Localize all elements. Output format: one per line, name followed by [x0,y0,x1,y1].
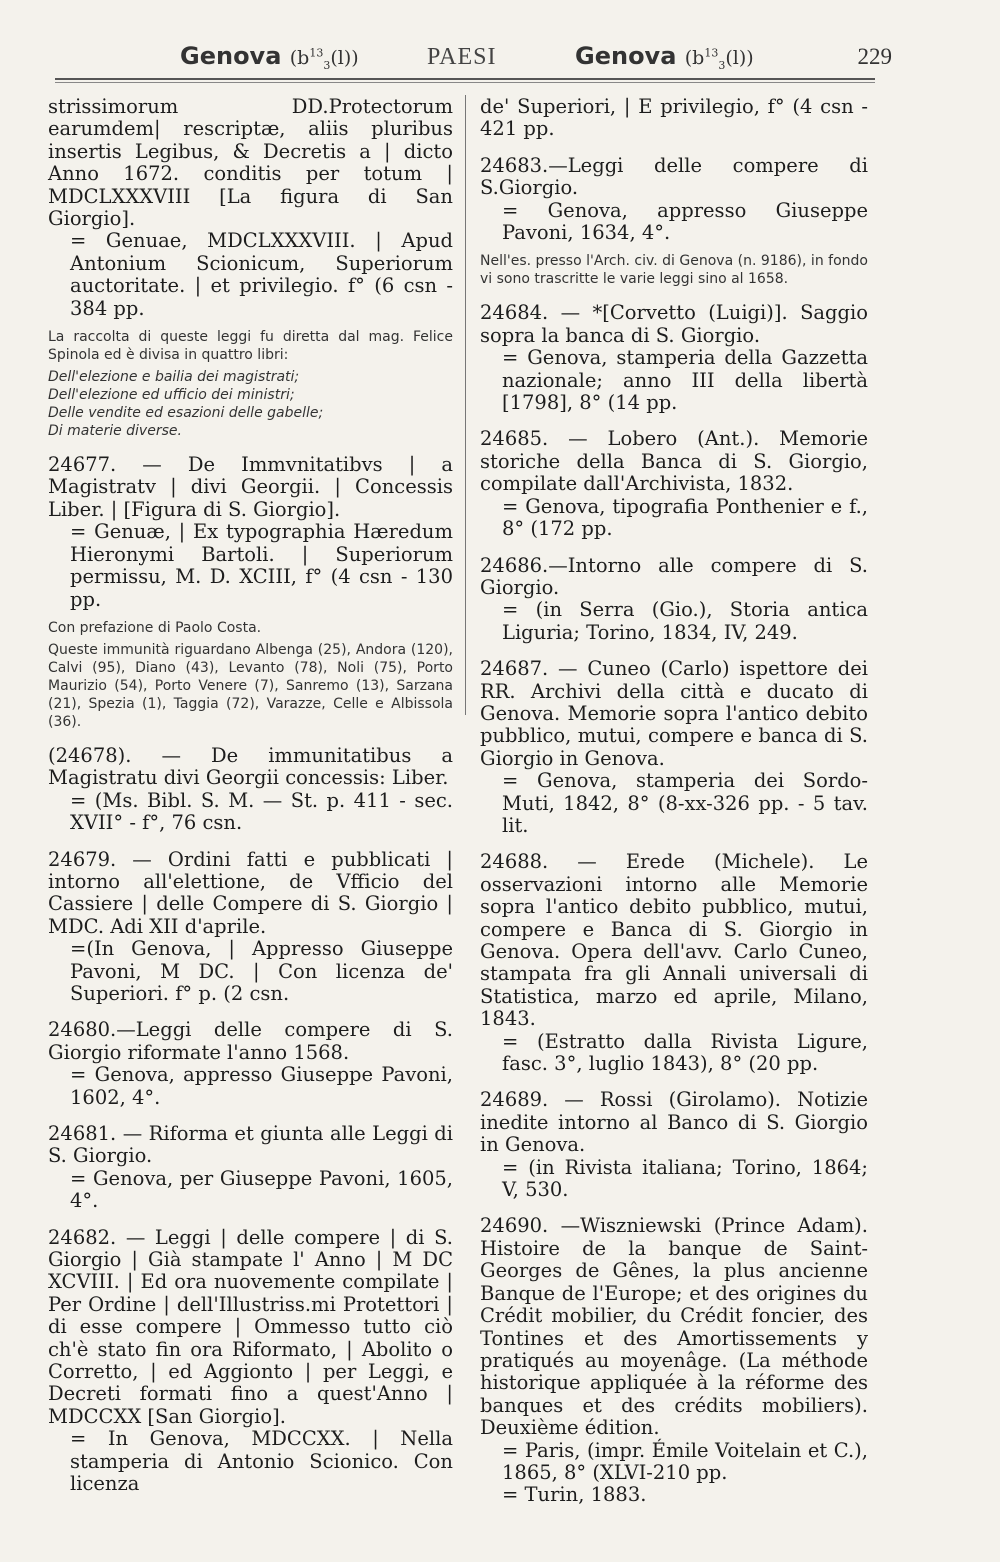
entry-24679: 24679. — Ordini fatti e pubblicati | intorno all'elettione, de Vfficio del Cassiere | delle Compere di S. Giorgio | MDC. Adi XII d'aprile. [48,847,453,938]
entry-24677: 24677. — De Immvnitatibvs | a Magistratv | divi Georgii. | Concessis Liber. | [Figura di S. Giorgio]. [48,453,453,521]
entry-24680: 24680.—Leggi delle compere di S. Giorgio riformate l'anno 1568. [48,1018,453,1064]
right-column [480,96,868,1507]
entry-24682: 24682. — Leggi | delle compere | di S. Giorgio | Già stampate l' Anno | M DC XCVIII. | Ed ora nuovemente compilate | Per Ordine | dell'Illustriss.mi Protettori | di esse compere | Ommesso tutto ciò ch'è stato fin ora Riformato, | Abolito o Corretto, | ed Aggionto | per Leggi, e Decreti formati fino a quest'Anno | MDCCXX [San Giorgio]. [48,1225,453,1428]
entry-24685: 24685. — Lobero (Ant.). Memorie storiche della Banca di S. Giorgio, compilate dall'Archivista, 1832. [480,427,868,496]
book-title: Di materie diverse. [48,423,182,440]
entry-24688: 24688. — Erede (Michele). Le osservazioni intorno alle Memorie sopra l'antico debito pubblico, mutui, compere e Banca di S. Giorgio in Genova. Opera dell'avv. Carlo Cuneo, stampata fra gli Annali universali di Statistica, marzo ed aprile, Milano, 1843. [480,850,868,1031]
imprint: = Paris, (impr. Émile Voitelain et C.), 1865, 8° (XLVI-210 pp. [502,1438,868,1484]
header-right: Genova $(b^{13}_3(l))$ [575,42,754,72]
book-title: Dell'elezione e bailia dei magistrati; [48,369,300,386]
page-number: 229 [857,44,892,69]
imprint: = In Genova, MDCCXX. | Nella stamperia di Antonio Scionico. Con licenza [70,1427,453,1496]
note: Queste immunità riguardano Albenga (25), Andora (120), Calvi (95), Diano (43), Levanto (78), Noli (75), Porto Maurizio (54), Porto Venere (7), Sanremo (13), Sarzana (21), Spezia (1), Taggia (72), Varazze, Celle e Albissola (36). [48,641,453,730]
imprint: = Turin, 1883. [502,1483,647,1507]
entry-24687: 24687. — Cuneo (Carlo) ispettore dei RR. Archivi della città e ducato di Genova. Memorie sopra l'antico debito pubblico, mutui, compere e banca di S. Giorgio in Genova. [480,657,868,770]
entry-24684: 24684. — *[Corvetto (Luigi)]. Saggio sopra la banca di S. Giorgio. [480,301,868,347]
header-rule [55,78,875,80]
imprint: = Genova, stamperia della Gazzetta nazionale; anno III della libertà [1798], 8° (14 pp. [502,346,868,415]
imprint: = Genuae, MDCLXXXVIII. | Apud Antonium Scionicum, Superiorum auctoritate. | et privilegio. f° (6 csn - 384 pp. [70,229,453,320]
note: Con prefazione di Paolo Costa. [48,619,262,636]
header-left: Genova $(b^{13}_3(l))$ [180,42,359,72]
note: La raccolta di queste leggi fu diretta dal mag. Felice Spinola ed è divisa in quattro libri: [48,329,453,364]
imprint: = (in Rivista italiana; Torino, 1864; V, 530. [502,1155,868,1202]
imprint: =(In Genova, | Appresso Giuseppe Pavoni, M DC. | Con licenza de' Superiori. f° p. (2 csn. [70,937,453,1005]
column-divider [465,95,466,715]
entry-24690: 24690. —Wiszniewski (Prince Adam). Histoire de la banque de Saint-Georges de Gênes, la plus ancienne Banque de l'Europe; et des origines du Crédit mobilier, du Crédit foncier, des Tontines et des Amortissements y pratiqués au moyenâge. (La méthode historique appliquée à la réforme des banques et des crédits mobiliers). Deuxième édition. [480,1214,868,1440]
book-title: Dell'elezione ed ufficio dei ministri; [48,387,295,404]
imprint: = Genova, stamperia dei Sordo-Muti, 1842, 8° (8-xx-326 pp. - 5 tav. lit. [502,769,868,837]
imprint: = (in Serra (Gio.), Storia antica Liguria; Torino, 1834, IV, 249. [502,598,868,644]
entry-24683: 24683.—Leggi delle compere di S.Giorgio. [480,153,868,200]
imprint: = (Estratto dalla Rivista Ligure, fasc. 3°, luglio 1843), 8° (20 pp. [502,1029,868,1076]
header-rule-thin [55,82,875,83]
imprint: = Genuæ, | Ex typographia Hæredum Hieronymi Bartoli. | Superiorum permissu, M. D. XCIII, f° (4 csn - 130 pp. [70,520,453,611]
entry-24686: 24686.—Intorno alle compere di S. Giorgio. [480,553,868,599]
imprint: = Genova, per Giuseppe Pavoni, 1605, 4°. [70,1166,453,1213]
entry-text: strissimorum DD.Protectorum earumdem| rescriptæ, aliis pluribus insertis Legibus, & Decretis a | dicto Anno 1672. conditis per totum | MDCLXXXVIII [La figura di San Giorgio]. [48,95,453,231]
imprint: = Genova, appresso Giuseppe Pavoni, 1602, 4°. [70,1063,453,1109]
entry-text: de' Superiori, | E privilegio, f° (4 csn - 421 pp. [480,95,868,141]
imprint: = Genova, tipografia Ponthenier e f., 8° (172 pp. [502,494,868,541]
imprint: = Genova, appresso Giuseppe Pavoni, 1634, 4°. [502,198,868,245]
book-title: Delle vendite ed esazioni delle gabelle; [48,405,324,422]
running-header [55,42,892,78]
entry-24678: (24678). — De immunitatibus a Magistratu divi Georgii concessis: Liber. [48,743,453,790]
imprint: = (Ms. Bibl. S. M. — St. p. 411 - sec. XVII° - f°, 76 csn. [70,788,453,835]
header-center: PAESI [427,44,497,70]
entry-24681: 24681. — Riforma et giunta alle Leggi di S. Giorgio. [48,1122,453,1168]
left-column [48,96,453,1496]
note: Nell'es. presso l'Arch. civ. di Genova (n. 9186), in fondo vi sono trascritte le varie leggi sino al 1658. [480,253,868,288]
entry-24689: 24689. — Rossi (Girolamo). Notizie inedite intorno al Banco di S. Giorgio in Genova. [480,1088,868,1157]
